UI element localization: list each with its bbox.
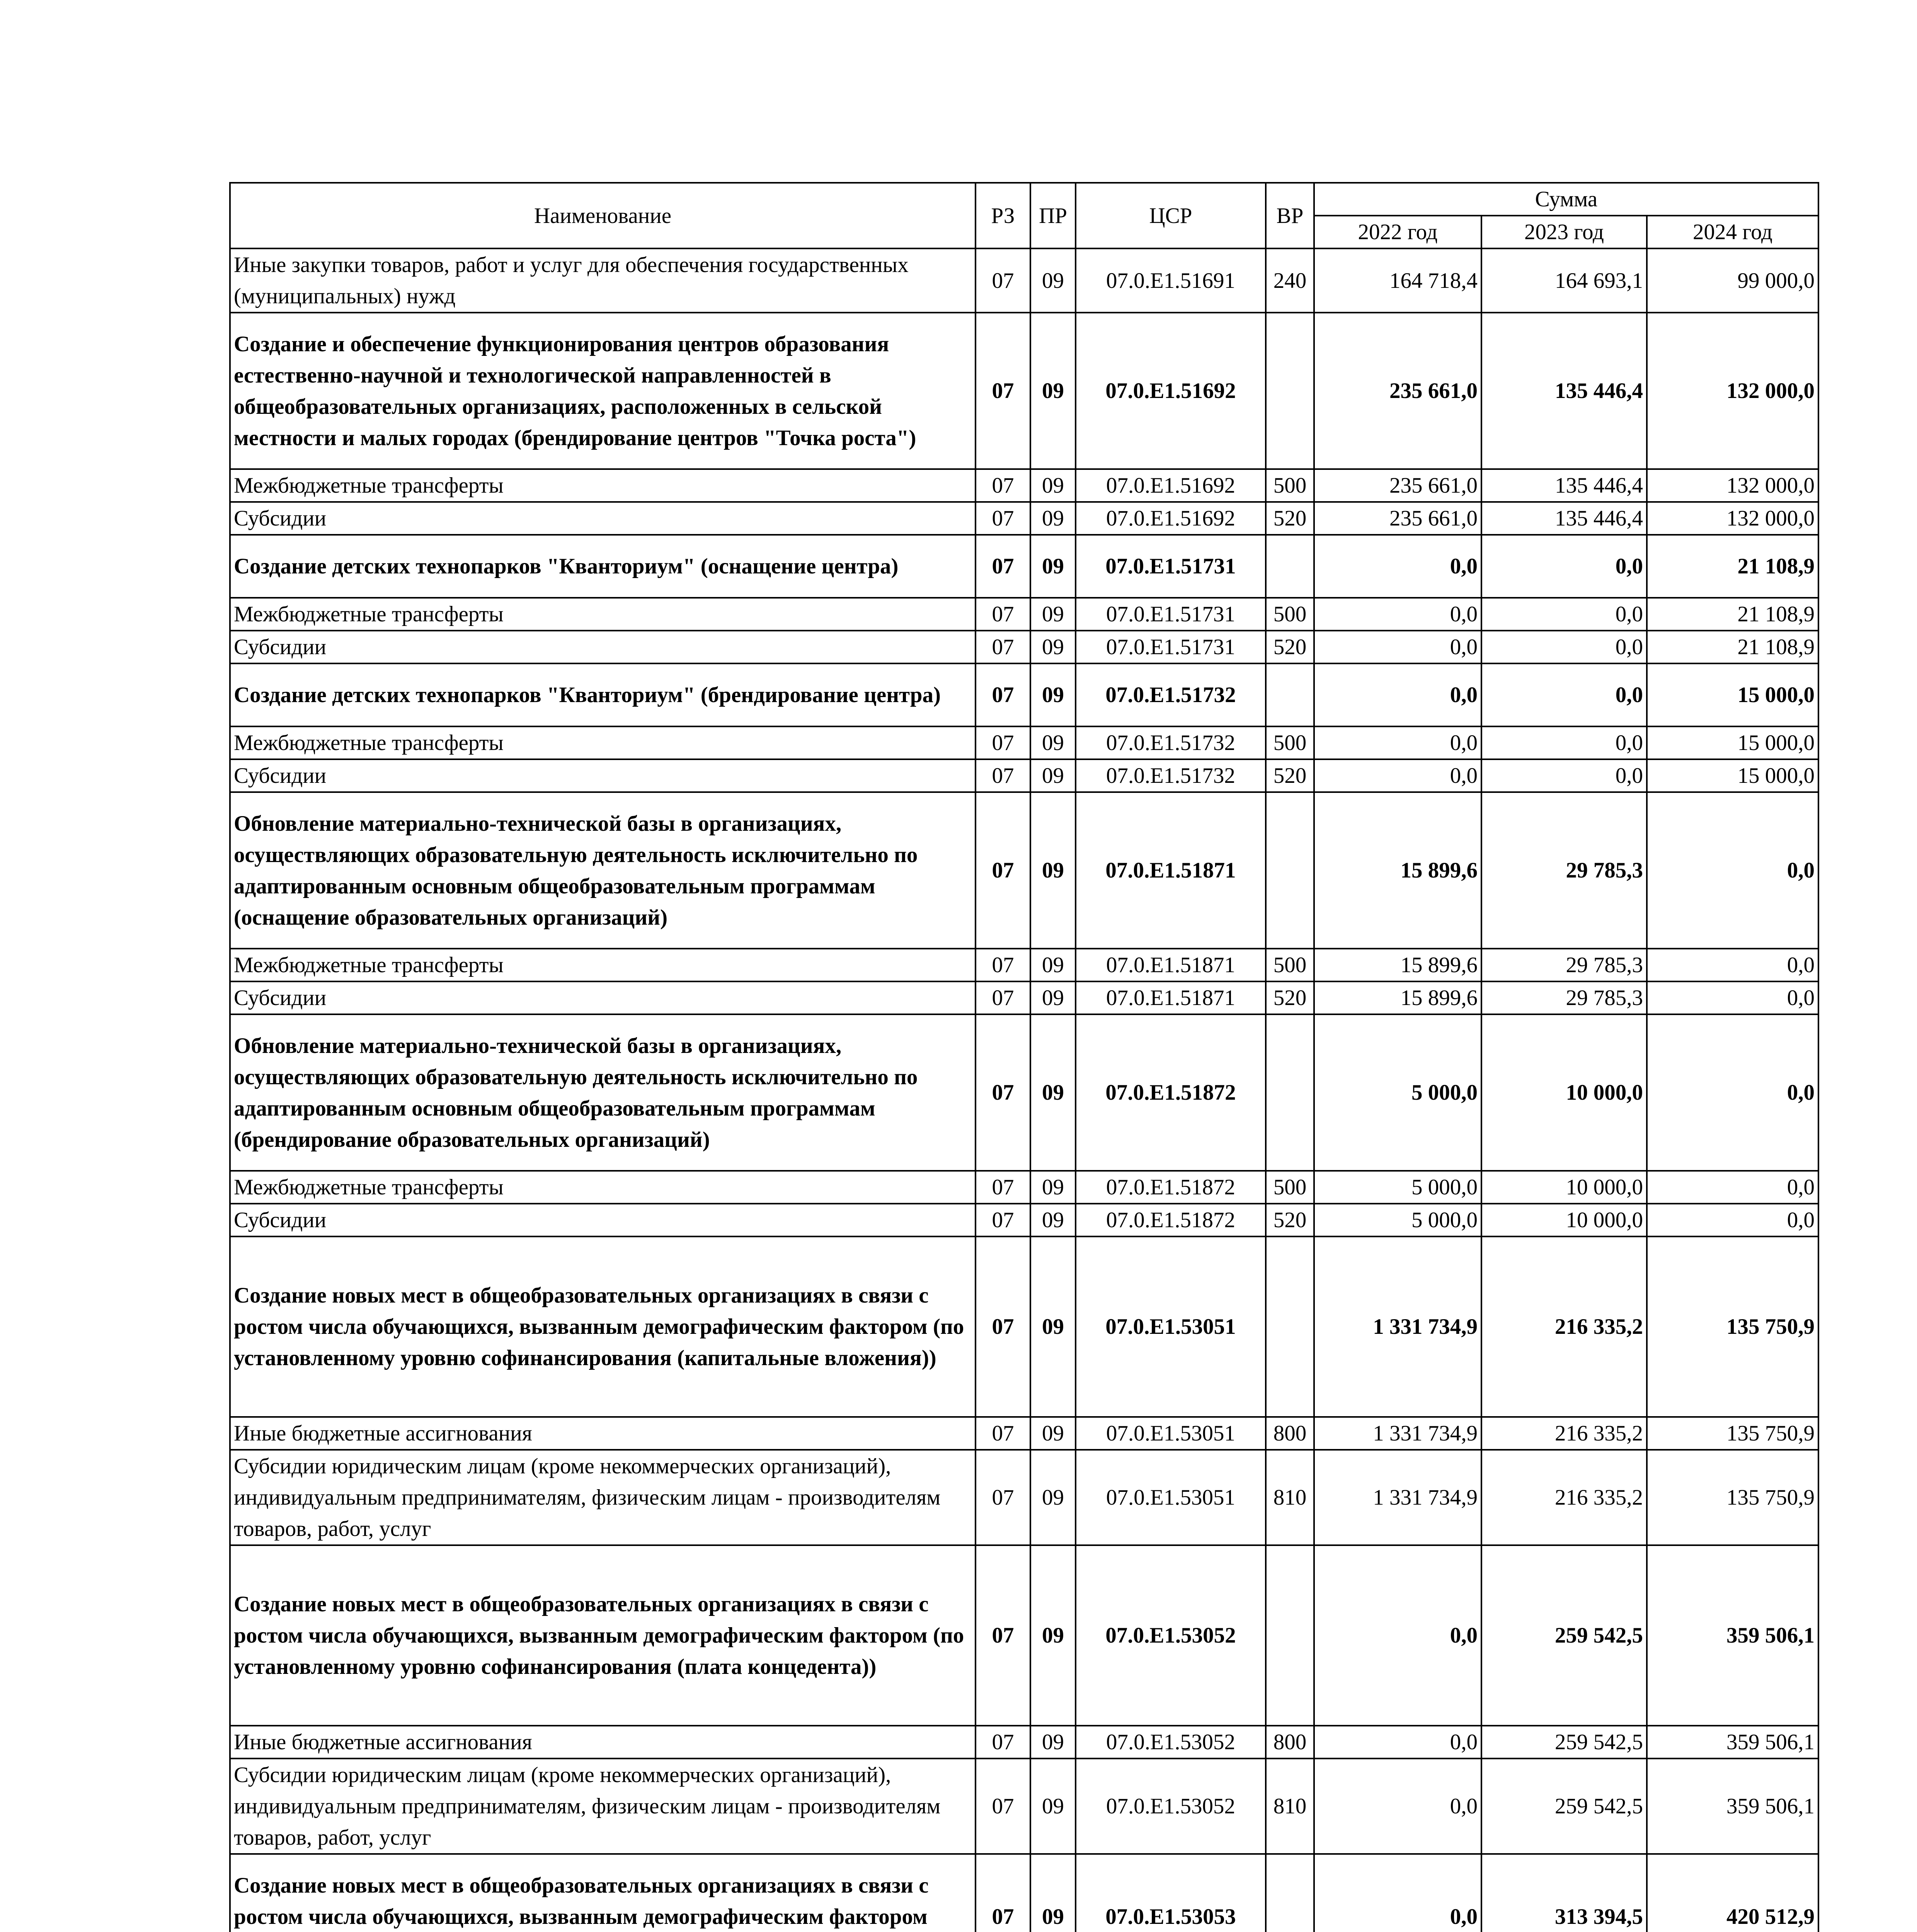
table-row	[230, 1204, 1818, 1236]
row-amount-2024: 132 000,0	[1647, 313, 1818, 469]
row-name: Субсидии юридическим лицам (кроме некоммерческих организаций), индивидуальным предпринимателям, физическим лицам - производителям товаров, работ, услуг	[230, 1450, 976, 1545]
row-vr: 520	[1266, 631, 1314, 663]
row-amount-2023: 10 000,0	[1481, 1014, 1647, 1171]
row-amount-2024: 359 506,1	[1647, 1759, 1818, 1854]
row-amount-2024: 15 000,0	[1647, 759, 1818, 792]
table-row	[230, 1854, 1818, 1932]
row-pr: 09	[1030, 792, 1076, 949]
header-csr: ЦСР	[1076, 183, 1266, 248]
row-rz: 07	[976, 726, 1030, 759]
row-amount-2023: 0,0	[1481, 535, 1647, 598]
row-rz: 07	[976, 535, 1030, 598]
table-row	[230, 502, 1818, 535]
row-pr: 09	[1030, 248, 1076, 313]
row-csr: 07.0.E1.51731	[1076, 598, 1266, 631]
row-pr: 09	[1030, 663, 1076, 726]
row-amount-2022: 0,0	[1314, 535, 1481, 598]
row-amount-2022: 0,0	[1314, 631, 1481, 663]
row-amount-2023: 0,0	[1481, 598, 1647, 631]
row-vr: 810	[1266, 1759, 1314, 1854]
row-name: Создание новых мест в общеобразовательных организациях в связи с ростом числа обучающихся, вызванным демографическим фактором (по установленному уровню софинансирования (капитальные вложения))	[230, 1236, 976, 1417]
row-pr: 09	[1030, 535, 1076, 598]
row-amount-2022: 15 899,6	[1314, 981, 1481, 1014]
table-row	[230, 949, 1818, 981]
row-csr: 07.0.E1.53052	[1076, 1726, 1266, 1759]
row-rz: 07	[976, 792, 1030, 949]
row-name: Субсидии	[230, 631, 976, 663]
row-vr	[1266, 1236, 1314, 1417]
row-rz: 07	[976, 981, 1030, 1014]
row-amount-2024: 0,0	[1647, 949, 1818, 981]
row-amount-2023: 259 542,5	[1481, 1759, 1647, 1854]
row-pr: 09	[1030, 469, 1076, 502]
row-rz: 07	[976, 502, 1030, 535]
row-vr	[1266, 313, 1314, 469]
row-csr: 07.0.E1.51872	[1076, 1171, 1266, 1204]
row-pr: 09	[1030, 1545, 1076, 1726]
row-csr: 07.0.E1.53051	[1076, 1417, 1266, 1450]
row-amount-2022: 5 000,0	[1314, 1171, 1481, 1204]
row-vr: 800	[1266, 1417, 1314, 1450]
row-vr	[1266, 663, 1314, 726]
table-row	[230, 535, 1818, 598]
row-amount-2024: 135 750,9	[1647, 1450, 1818, 1545]
table-row	[230, 981, 1818, 1014]
row-rz: 07	[976, 631, 1030, 663]
row-amount-2023: 259 542,5	[1481, 1545, 1647, 1726]
row-amount-2022: 1 331 734,9	[1314, 1450, 1481, 1545]
row-amount-2022: 5 000,0	[1314, 1014, 1481, 1171]
header-vr: ВР	[1266, 183, 1314, 248]
row-csr: 07.0.E1.51692	[1076, 313, 1266, 469]
row-amount-2024: 132 000,0	[1647, 502, 1818, 535]
row-amount-2022: 235 661,0	[1314, 469, 1481, 502]
row-rz: 07	[976, 1236, 1030, 1417]
row-name: Субсидии юридическим лицам (кроме некоммерческих организаций), индивидуальным предпринимателям, физическим лицам - производителям товаров, работ, услуг	[230, 1759, 976, 1854]
row-csr: 07.0.E1.53052	[1076, 1545, 1266, 1726]
row-amount-2022: 1 331 734,9	[1314, 1417, 1481, 1450]
row-rz: 07	[976, 248, 1030, 313]
row-csr: 07.0.E1.51692	[1076, 502, 1266, 535]
row-amount-2024: 15 000,0	[1647, 663, 1818, 726]
row-amount-2024: 0,0	[1647, 1014, 1818, 1171]
row-name: Межбюджетные трансферты	[230, 949, 976, 981]
row-name: Иные бюджетные ассигнования	[230, 1726, 976, 1759]
row-pr: 09	[1030, 1450, 1076, 1545]
table-row	[230, 313, 1818, 469]
row-amount-2022: 0,0	[1314, 726, 1481, 759]
row-vr	[1266, 1545, 1314, 1726]
row-pr: 09	[1030, 759, 1076, 792]
row-vr: 500	[1266, 598, 1314, 631]
row-amount-2023: 135 446,4	[1481, 469, 1647, 502]
row-name: Субсидии	[230, 1204, 976, 1236]
row-rz: 07	[976, 1417, 1030, 1450]
row-amount-2023: 0,0	[1481, 631, 1647, 663]
header-name: Наименование	[230, 183, 976, 248]
row-vr: 520	[1266, 981, 1314, 1014]
table-row	[230, 1450, 1818, 1545]
row-rz: 07	[976, 469, 1030, 502]
row-amount-2023: 313 394,5	[1481, 1854, 1647, 1932]
budget-table	[229, 182, 1819, 1932]
row-amount-2022: 15 899,6	[1314, 792, 1481, 949]
table-row	[230, 792, 1818, 949]
row-csr: 07.0.E1.51871	[1076, 792, 1266, 949]
row-pr: 09	[1030, 726, 1076, 759]
row-amount-2023: 10 000,0	[1481, 1204, 1647, 1236]
row-pr: 09	[1030, 1854, 1076, 1932]
row-vr	[1266, 1854, 1314, 1932]
row-name: Субсидии	[230, 502, 976, 535]
row-csr: 07.0.E1.51731	[1076, 631, 1266, 663]
row-vr: 500	[1266, 469, 1314, 502]
row-pr: 09	[1030, 1014, 1076, 1171]
row-rz: 07	[976, 1854, 1030, 1932]
table-row	[230, 1417, 1818, 1450]
row-pr: 09	[1030, 1236, 1076, 1417]
row-amount-2022: 15 899,6	[1314, 949, 1481, 981]
row-amount-2024: 420 512,9	[1647, 1854, 1818, 1932]
table-row	[230, 598, 1818, 631]
row-name: Межбюджетные трансферты	[230, 598, 976, 631]
row-rz: 07	[976, 1450, 1030, 1545]
row-amount-2024: 99 000,0	[1647, 248, 1818, 313]
row-vr: 240	[1266, 248, 1314, 313]
row-amount-2024: 132 000,0	[1647, 469, 1818, 502]
row-name: Субсидии	[230, 759, 976, 792]
row-amount-2023: 29 785,3	[1481, 792, 1647, 949]
row-amount-2024: 359 506,1	[1647, 1545, 1818, 1726]
row-pr: 09	[1030, 502, 1076, 535]
row-rz: 07	[976, 663, 1030, 726]
row-name: Создание детских технопарков "Кванториум" (оснащение центра)	[230, 535, 976, 598]
row-csr: 07.0.E1.51732	[1076, 663, 1266, 726]
row-amount-2023: 0,0	[1481, 663, 1647, 726]
row-amount-2024: 359 506,1	[1647, 1726, 1818, 1759]
row-amount-2022: 1 331 734,9	[1314, 1236, 1481, 1417]
row-amount-2023: 216 335,2	[1481, 1450, 1647, 1545]
row-name: Иные закупки товаров, работ и услуг для обеспечения государственных (муниципальных) нужд	[230, 248, 976, 313]
row-pr: 09	[1030, 1759, 1076, 1854]
row-amount-2023: 216 335,2	[1481, 1236, 1647, 1417]
table-row	[230, 248, 1818, 313]
row-name: Создание и обеспечение функционирования центров образования естественно-научной и технологической направленностей в общеобразовательных организациях, расположенных в сельской местности и малых городах (брендирование центров "Точка роста")	[230, 313, 976, 469]
row-vr: 500	[1266, 949, 1314, 981]
row-amount-2023: 10 000,0	[1481, 1171, 1647, 1204]
header-year-2023: 2023 год	[1481, 216, 1647, 248]
row-amount-2024: 0,0	[1647, 792, 1818, 949]
table-row	[230, 1236, 1818, 1417]
row-pr: 09	[1030, 313, 1076, 469]
row-amount-2023: 216 335,2	[1481, 1417, 1647, 1450]
row-csr: 07.0.E1.51871	[1076, 981, 1266, 1014]
row-vr: 500	[1266, 1171, 1314, 1204]
table-row	[230, 759, 1818, 792]
row-pr: 09	[1030, 1204, 1076, 1236]
header-year-2024: 2024 год	[1647, 216, 1818, 248]
row-amount-2024: 21 108,9	[1647, 535, 1818, 598]
row-pr: 09	[1030, 981, 1076, 1014]
row-amount-2023: 29 785,3	[1481, 981, 1647, 1014]
row-rz: 07	[976, 1204, 1030, 1236]
row-amount-2022: 0,0	[1314, 598, 1481, 631]
row-pr: 09	[1030, 598, 1076, 631]
row-amount-2022: 0,0	[1314, 759, 1481, 792]
row-csr: 07.0.E1.51692	[1076, 469, 1266, 502]
row-rz: 07	[976, 949, 1030, 981]
row-csr: 07.0.E1.51731	[1076, 535, 1266, 598]
table-row	[230, 1014, 1818, 1171]
row-rz: 07	[976, 1171, 1030, 1204]
table-row	[230, 1759, 1818, 1854]
row-amount-2024: 15 000,0	[1647, 726, 1818, 759]
table-row	[230, 631, 1818, 663]
row-vr: 520	[1266, 502, 1314, 535]
row-csr: 07.0.E1.51732	[1076, 759, 1266, 792]
row-vr: 800	[1266, 1726, 1314, 1759]
row-amount-2022: 235 661,0	[1314, 313, 1481, 469]
row-amount-2024: 21 108,9	[1647, 631, 1818, 663]
row-csr: 07.0.E1.53053	[1076, 1854, 1266, 1932]
row-amount-2023: 259 542,5	[1481, 1726, 1647, 1759]
row-pr: 09	[1030, 631, 1076, 663]
table-row	[230, 663, 1818, 726]
row-vr: 810	[1266, 1450, 1314, 1545]
row-amount-2022: 0,0	[1314, 1854, 1481, 1932]
row-amount-2024: 0,0	[1647, 1204, 1818, 1236]
row-name: Межбюджетные трансферты	[230, 1171, 976, 1204]
header-rz: РЗ	[976, 183, 1030, 248]
row-amount-2022: 164 718,4	[1314, 248, 1481, 313]
row-amount-2022: 0,0	[1314, 663, 1481, 726]
row-name: Создание детских технопарков "Кванториум" (брендирование центра)	[230, 663, 976, 726]
row-csr: 07.0.E1.51732	[1076, 726, 1266, 759]
row-csr: 07.0.E1.53051	[1076, 1450, 1266, 1545]
row-name: Обновление материально-технической базы в организациях, осуществляющих образовательную деятельность исключительно по адаптированным основным общеобразовательным программам (брендирование образовательных организаций)	[230, 1014, 976, 1171]
row-amount-2022: 0,0	[1314, 1759, 1481, 1854]
row-csr: 07.0.E1.53052	[1076, 1759, 1266, 1854]
row-vr: 520	[1266, 1204, 1314, 1236]
row-rz: 07	[976, 1014, 1030, 1171]
header-sum: Сумма	[1314, 183, 1818, 216]
row-name: Иные бюджетные ассигнования	[230, 1417, 976, 1450]
header-pr: ПР	[1030, 183, 1076, 248]
row-amount-2022: 0,0	[1314, 1545, 1481, 1726]
row-rz: 07	[976, 1726, 1030, 1759]
row-name: Обновление материально-технической базы в организациях, осуществляющих образовательную деятельность исключительно по адаптированным основным общеобразовательным программам (оснащение образовательных организаций)	[230, 792, 976, 949]
row-csr: 07.0.E1.51871	[1076, 949, 1266, 981]
row-vr	[1266, 535, 1314, 598]
table-row	[230, 469, 1818, 502]
row-vr: 520	[1266, 759, 1314, 792]
row-amount-2024: 21 108,9	[1647, 598, 1818, 631]
row-pr: 09	[1030, 1171, 1076, 1204]
header-year-2022: 2022 год	[1314, 216, 1481, 248]
table-body	[230, 248, 1818, 1932]
row-vr: 500	[1266, 726, 1314, 759]
table-row	[230, 1726, 1818, 1759]
row-amount-2023: 135 446,4	[1481, 313, 1647, 469]
row-csr: 07.0.E1.51872	[1076, 1014, 1266, 1171]
row-amount-2023: 0,0	[1481, 759, 1647, 792]
row-amount-2024: 135 750,9	[1647, 1417, 1818, 1450]
row-vr	[1266, 792, 1314, 949]
table-row	[230, 1171, 1818, 1204]
row-csr: 07.0.E1.51872	[1076, 1204, 1266, 1236]
row-rz: 07	[976, 1545, 1030, 1726]
row-pr: 09	[1030, 1417, 1076, 1450]
row-vr	[1266, 1014, 1314, 1171]
row-csr: 07.0.E1.51691	[1076, 248, 1266, 313]
row-rz: 07	[976, 759, 1030, 792]
row-name: Субсидии	[230, 981, 976, 1014]
row-name: Межбюджетные трансферты	[230, 726, 976, 759]
row-amount-2023: 0,0	[1481, 726, 1647, 759]
table-row	[230, 1545, 1818, 1726]
row-name: Межбюджетные трансферты	[230, 469, 976, 502]
row-amount-2024: 0,0	[1647, 1171, 1818, 1204]
row-rz: 07	[976, 313, 1030, 469]
row-pr: 09	[1030, 949, 1076, 981]
row-rz: 07	[976, 598, 1030, 631]
row-amount-2024: 135 750,9	[1647, 1236, 1818, 1417]
row-pr: 09	[1030, 1726, 1076, 1759]
row-amount-2023: 29 785,3	[1481, 949, 1647, 981]
row-csr: 07.0.E1.53051	[1076, 1236, 1266, 1417]
row-amount-2022: 235 661,0	[1314, 502, 1481, 535]
row-amount-2023: 135 446,4	[1481, 502, 1647, 535]
table-row	[230, 726, 1818, 759]
row-name: Создание новых мест в общеобразовательных организациях в связи с ростом числа обучающихся, вызванным демографическим фактором (по установленному уровню софинансирования (плата концедента))	[230, 1545, 976, 1726]
row-amount-2024: 0,0	[1647, 981, 1818, 1014]
row-rz: 07	[976, 1759, 1030, 1854]
row-amount-2022: 0,0	[1314, 1726, 1481, 1759]
row-name: Создание новых мест в общеобразовательных организациях в связи с ростом числа обучающихся, вызванным демографическим фактором	[230, 1854, 976, 1932]
row-amount-2022: 5 000,0	[1314, 1204, 1481, 1236]
row-amount-2023: 164 693,1	[1481, 248, 1647, 313]
